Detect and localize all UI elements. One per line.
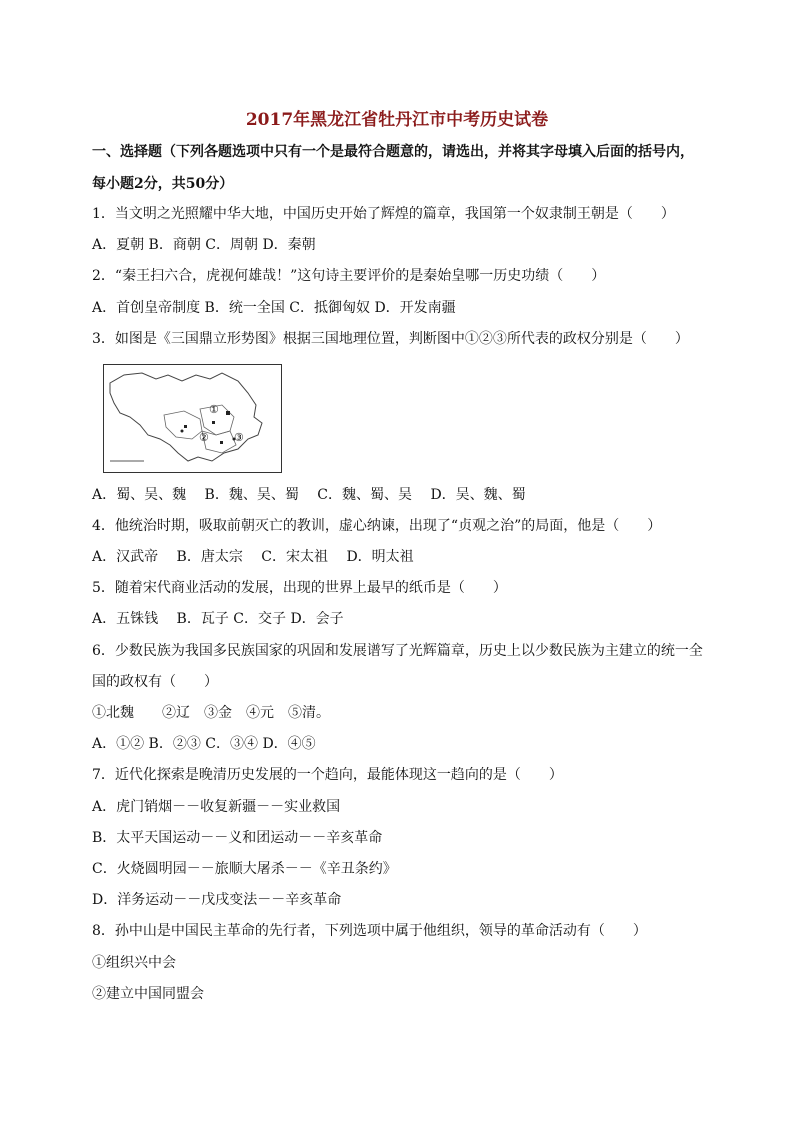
three-kingdoms-map [103, 364, 282, 473]
question-6-line2: 国的政权有（ ） [92, 674, 218, 690]
question-8-item-2: ②建立中国同盟会 [92, 986, 204, 1002]
question-7-option-b: B．太平天国运动－－义和团运动－－辛亥革命 [92, 830, 383, 846]
question-7-option-d: D．洋务运动－－戊戌变法－－辛亥革命 [92, 892, 342, 908]
question-8-item-1: ①组织兴中会 [92, 955, 176, 971]
question-7-option-c: C．火烧圆明园－－旅顺大屠杀－－《辛丑条约》 [92, 861, 397, 877]
question-1-options: A．夏朝 B．商朝 C．周朝 D．秦朝 [92, 237, 316, 253]
question-2: 2．“秦王扫六合，虎视何雄哉！”这句诗主要评价的是秦始皇哪一历史功绩（ ） [92, 268, 606, 284]
question-1: 1．当文明之光照耀中华大地，中国历史开始了辉煌的篇章，我国第一个奴隶制王朝是（ ） [92, 206, 675, 222]
section-header-line2: 每小题2分，共50分） [92, 176, 234, 192]
question-3-options: A．蜀、吴、魏 B．魏、吴、蜀 C．魏、蜀、吴 D．吴、魏、蜀 [92, 487, 526, 503]
page-title: 2017年黑龙江省牡丹江市中考历史试卷 [245, 110, 549, 130]
question-7-option-a: A．虎门销烟－－收复新疆－－实业救国 [92, 799, 341, 815]
map-marker-2: ② [199, 431, 209, 444]
question-4: 4．他统治时期，吸取前朝灭亡的教训，虚心纳谏，出现了“贞观之治”的局面，他是（ ） [92, 518, 662, 534]
map-marker-1: ① [209, 403, 219, 416]
section-header-line1: 一、选择题（下列各题选项中只有一个是最符合题意的，请选出，并将其字母填入后面的括号内， [92, 144, 694, 160]
question-5: 5．随着宋代商业活动的发展，出现的世界上最早的纸币是（ ） [92, 580, 507, 596]
question-7: 7．近代化探索是晚清历史发展的一个趋向，最能体现这一趋向的是（ ） [92, 767, 563, 783]
question-2-options: A．首创皇帝制度 B．统一全国 C．抵御匈奴 D．开发南疆 [92, 300, 456, 316]
question-5-options: A．五铢钱 B．瓦子 C．交子 D．会子 [92, 611, 344, 627]
question-8: 8．孙中山是中国民主革命的先行者，下列选项中属于他组织，领导的革命活动有（ ） [92, 923, 647, 939]
question-3: 3．如图是《三国鼎立形势图》根据三国地理位置，判断图中①②③所代表的政权分别是（ ） [92, 331, 689, 347]
question-4-options: A．汉武帝 B．唐太宗 C．宋太祖 D．明太祖 [92, 549, 414, 565]
question-6-options: A．①② B．②③ C．③④ D．④⑤ [92, 736, 316, 752]
map-marker-3: ③ [234, 431, 244, 444]
china-map-outline-icon [104, 365, 280, 471]
question-6-items: ①北魏 ②辽 ③金 ④元 ⑤清。 [92, 705, 330, 721]
question-6-line1: 6．少数民族为我国多民族国家的巩固和发展谱写了光辉篇章，历史上以少数民族为主建立的统一全 [92, 643, 703, 659]
